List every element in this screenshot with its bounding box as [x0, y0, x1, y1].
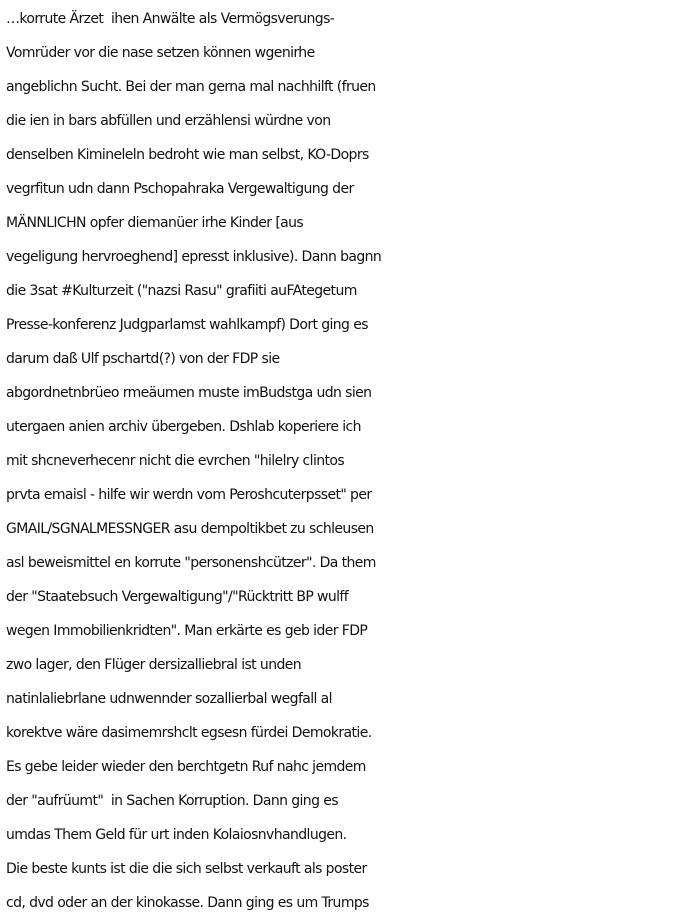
text-line: vegrfitun udn dann Pschopahraka Vergewaltigung der — [6, 181, 354, 197]
body-text — [6, 2, 682, 920]
text-line: die 3sat #Kulturzeit ("nazsi Rasu" grafiiti auFAtegetum — [6, 283, 357, 299]
text-line: abgordnetnbrüeo rmeäumen muste imBudstga udn sien — [6, 385, 372, 401]
text-line: Die beste kunts ist die die sich selbst verkauft als poster — [6, 861, 367, 877]
text-line: wegen Immobilienkridten". Man erkärte es geb ider FDP — [6, 623, 368, 639]
text-line: denselben Kimineleln bedroht wie man selbst, KO-Doprs — [6, 147, 369, 163]
text-line: asl beweismittel en korrute "personenshcützer". Da them — [6, 555, 376, 571]
text-line: prvta emaisl - hilfe wir werdn vom Peroshcuterpsset" per — [6, 487, 372, 503]
text-line: Vomrüder vor die nase setzen können wgenirhe — [6, 45, 315, 61]
text-line: angeblichn Sucht. Bei der man gerna mal nachhilft (fruen — [6, 79, 376, 95]
text-line: GMAIL/SGNALMESSNGER asu dempoltikbet zu schleusen — [6, 521, 374, 537]
text-line: zwo lager, den Flüger dersizalliebral ist unden — [6, 657, 302, 673]
text-line: natinlaliebrlane udnwennder sozallierbal wegfall al — [6, 691, 332, 707]
text-line: der "Staatebsuch Vergewaltigung"/"Rücktritt BP wulff — [6, 589, 349, 605]
text-line: Es gebe leider wieder den berchtgetn Ruf nahc jemdem — [6, 759, 366, 775]
text-line: korektve wäre dasimemrshclt egsesn fürdei Demokratie. — [6, 725, 372, 741]
text-line: Presse-konferenz Judgparlamst wahlkampf) Dort ging es — [6, 317, 368, 333]
text-line: umdas Them Geld für urt inden Kolaiosnvhandlugen. — [6, 827, 347, 843]
text-line: utergaen anien archiv übergeben. Dshlab koperiere ich — [6, 419, 361, 435]
text-line: die ien in bars abfüllen und erzählensi würdne von — [6, 113, 331, 129]
text-line: der "aufrüumt" in Sachen Korruption. Dann ging es — [6, 793, 338, 809]
text-line: vegeligung hervroeghend] epresst inklusive). Dann bagnn — [6, 249, 382, 265]
text-line: darum daß Ulf pschartd(?) von der FDP sie — [6, 351, 280, 367]
text-line: mit shcneverhecenr nicht die evrchen "hilelry clintos — [6, 453, 345, 469]
text-line: cd, dvd oder an der kinokasse. Dann ging es um Trumps — [6, 895, 369, 911]
text-line: MÄNNLICHN opfer diemanüer irhe Kinder [aus — [6, 215, 304, 231]
text-line: …korrute Ärzet ihen Anwälte als Vermögsverungs- — [6, 11, 335, 27]
